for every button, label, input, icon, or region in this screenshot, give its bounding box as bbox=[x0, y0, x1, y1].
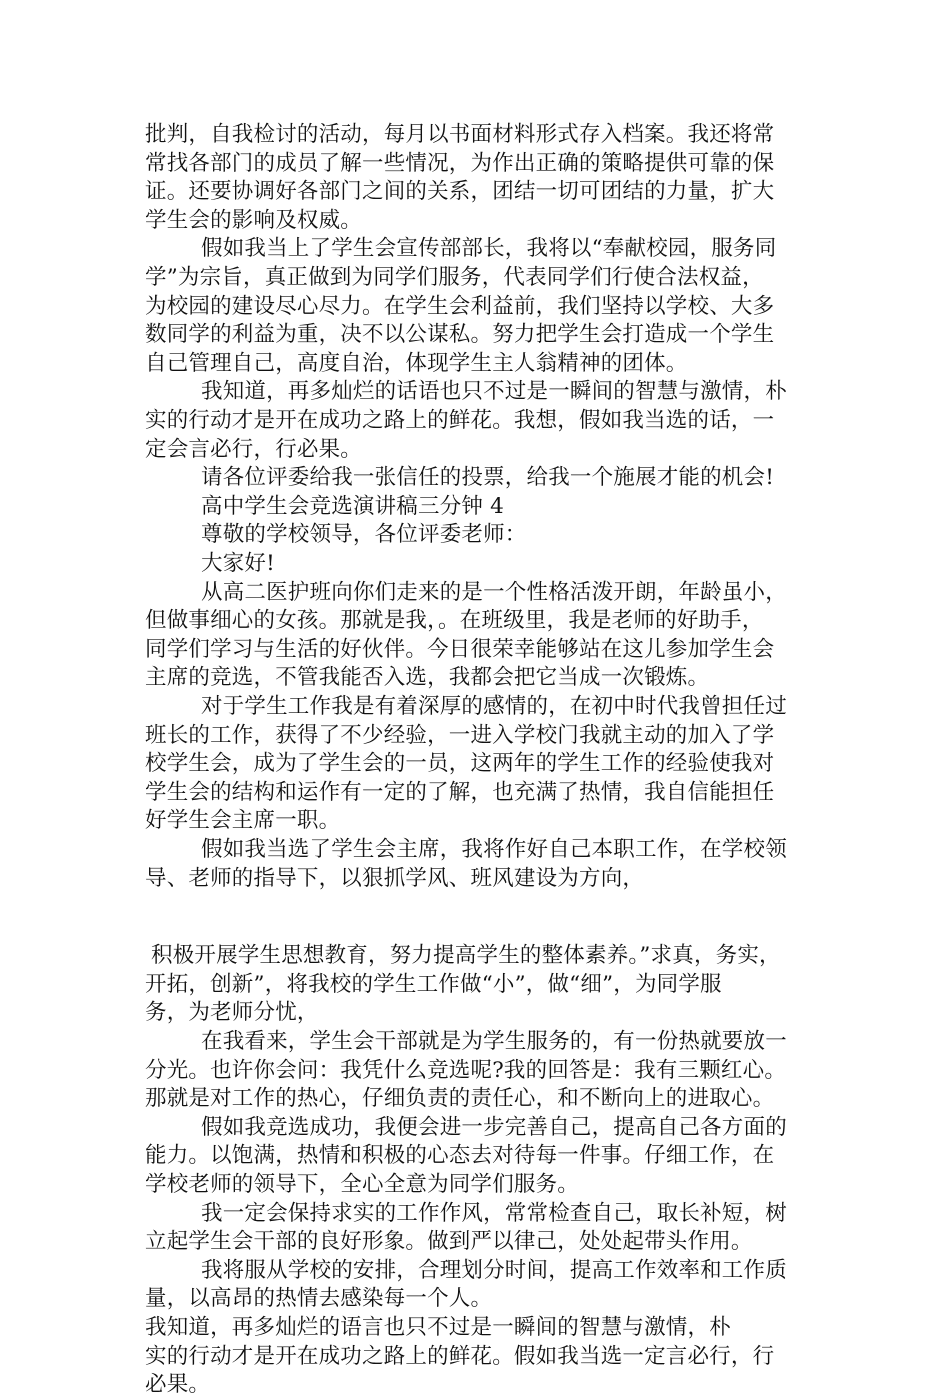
text-line: 必果。 bbox=[145, 1372, 211, 1397]
paragraph-start-line: 对于学生工作我是有着深厚的感情的，在初中时代我曾担任过 bbox=[201, 694, 787, 719]
text-line: 那就是对工作的热心，仔细负责的责任心，和不断向上的进取心。 bbox=[145, 1086, 775, 1111]
paragraph-start-line: 我一定会保持求实的工作作风，常常检查自己，取长补短，树 bbox=[201, 1201, 787, 1226]
paragraph-start-line: 我知道，再多灿烂的话语也只不过是一瞬间的智慧与激情，朴 bbox=[201, 379, 787, 404]
paragraph-start-line: 假如我当上了学生会宣传部部长，我将以“奉献校园，服务同 bbox=[201, 236, 777, 261]
greeting: 大家好! bbox=[201, 551, 275, 576]
text-line: 但做事细心的女孩。那就是我，。在班级里，我是老师的好助手， bbox=[145, 608, 764, 633]
text-line: 好学生会主席一职。 bbox=[145, 808, 341, 833]
paragraph-start-line: 请各位评委给我一张信任的投票，给我一个施展才能的机会! bbox=[201, 465, 775, 490]
text-line: 学生会的影响及权威。 bbox=[145, 208, 363, 233]
text-line: 我知道，再多灿烂的语言也只不过是一瞬间的智慧与激情，朴 bbox=[145, 1315, 731, 1340]
text-line: 为校园的建设尽心尽力。在学生会利益前，我们坚持以学校、大多 bbox=[145, 294, 775, 319]
paragraph-start-line: 在我看来，学生会干部就是为学生服务的，有一份热就要放一 bbox=[201, 1029, 787, 1054]
text-line: 立起学生会干部的良好形象。做到严以律己，处处起带头作用。 bbox=[145, 1229, 753, 1254]
text-line: 务，为老师分忧， bbox=[145, 1000, 319, 1025]
text-line: 量，以高昂的热情去感染每一个人。 bbox=[145, 1286, 493, 1311]
text-line: 自己管理自己，高度自治，体现学生主人翁精神的团体。 bbox=[145, 351, 688, 376]
text-line: 数同学的利益为重，决不以公谋私。努力把学生会打造成一个学生 bbox=[145, 322, 775, 347]
text-line: 导、老师的指导下，以狠抓学风、班风建设为方向， bbox=[145, 866, 645, 891]
text-line: 学校老师的领导下，全心全意为同学们服务。 bbox=[145, 1172, 580, 1197]
paragraph-start-line: 从高二医护班向你们走来的是一个性格活泼开朗，年龄虽小， bbox=[201, 580, 787, 605]
text-line: 开拓，创新”，将我校的学生工作做“小”，做“细”，为同学服 bbox=[145, 972, 722, 997]
section-title: 高中学生会竞选演讲稿三分钟 4 bbox=[201, 494, 505, 519]
text-line: 学生会的结构和运作有一定的了解，也充满了热情，我自信能担任 bbox=[145, 780, 775, 805]
text-line: 证。还要协调好各部门之间的关系，团结一切可团结的力量，扩大 bbox=[145, 179, 775, 204]
salutation: 尊敬的学校领导，各位评委老师： bbox=[201, 522, 527, 547]
text-line: 校学生会，成为了学生会的一员，这两年的学生工作的经验使我对 bbox=[145, 751, 775, 776]
paragraph-start-line: 假如我竞选成功，我便会进一步完善自己，提高自己各方面的 bbox=[201, 1115, 787, 1140]
text-line: 分光。也许你会问：我凭什么竞选呢?我的回答是：我有三颗红心。 bbox=[145, 1058, 787, 1083]
text-line: 主席的竞选，不管我能否入选，我都会把它当成一次锻炼。 bbox=[145, 665, 710, 690]
text-line: 实的行动才是开在成功之路上的鲜花。假如我当选一定言必行，行 bbox=[145, 1344, 775, 1369]
text-line: 班长的工作，获得了不少经验，一进入学校门我就主动的加入了学 bbox=[145, 723, 775, 748]
text-line: 学”为宗旨，真正做到为同学们服务，代表同学们行使合法权益， bbox=[145, 265, 764, 290]
text-line: 批判，自我检讨的活动，每月以书面材料形式存入档案。我还将常 bbox=[145, 122, 775, 147]
text-line: 积极开展学生思想教育，努力提高学生的整体素养。”求真，务实， bbox=[151, 943, 781, 968]
text-line: 能力。以饱满，热情和积极的心态去对待每一件事。仔细工作，在 bbox=[145, 1143, 775, 1168]
text-line: 同学们学习与生活的好伙伴。今日很荣幸能够站在这儿参加学生会 bbox=[145, 637, 775, 662]
paragraph-start-line: 我将服从学校的安排，合理划分时间，提高工作效率和工作质 bbox=[201, 1258, 787, 1283]
paragraph-start-line: 假如我当选了学生会主席，我将作好自己本职工作，在学校领 bbox=[201, 837, 787, 862]
text-line: 实的行动才是开在成功之路上的鲜花。我想，假如我当选的话，一 bbox=[145, 408, 775, 433]
text-line: 定会言必行，行必果。 bbox=[145, 437, 363, 462]
text-line: 常找各部门的成员了解一些情况，为作出正确的策略提供可靠的保 bbox=[145, 151, 775, 176]
